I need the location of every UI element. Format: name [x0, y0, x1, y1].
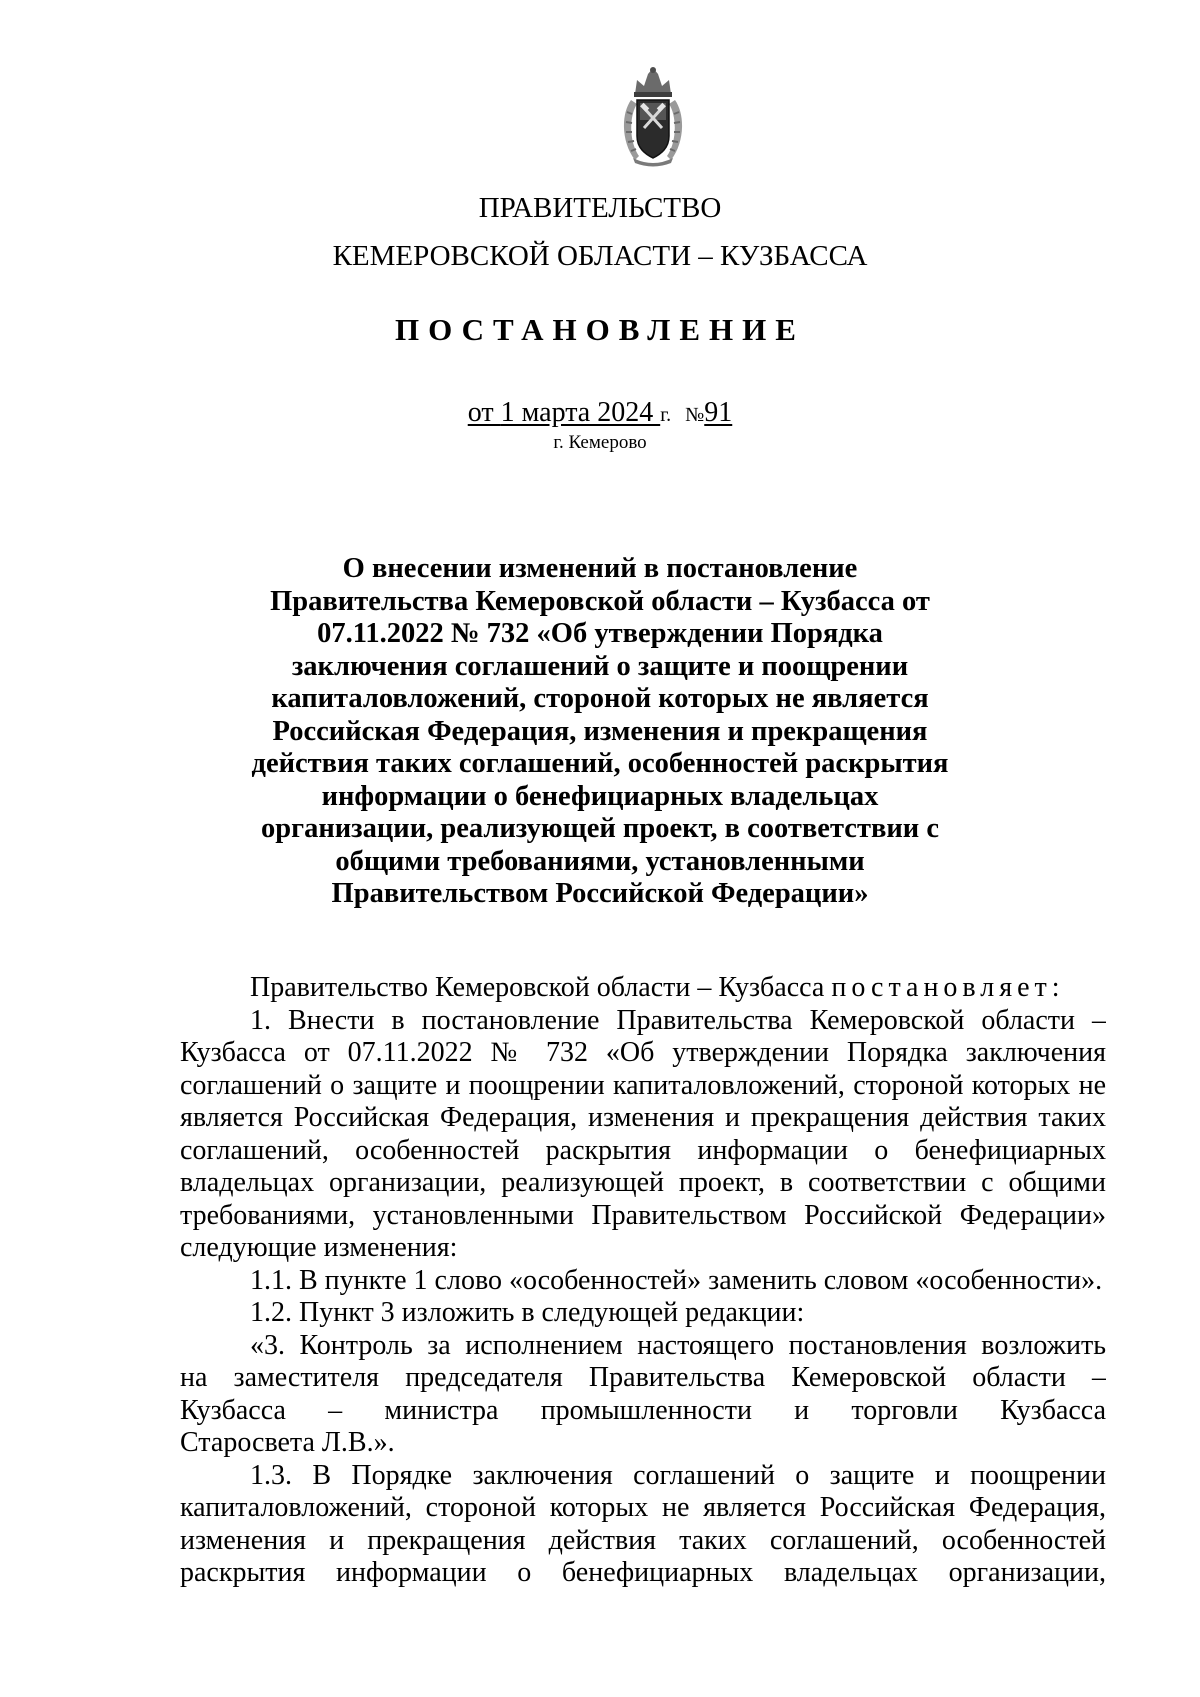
paragraph-3-quote-line: «3. Контроль за исполнением настоящего постановления возложить — [250, 1329, 1106, 1361]
document-number: 91 — [704, 397, 733, 428]
paragraph-1-line: 1. Внести в постановление Правительства Кемеровской области – — [250, 1004, 1106, 1036]
title-line: Российская Федерация, изменения и прекращения — [272, 715, 928, 747]
city-name: г. Кемерово — [553, 432, 647, 453]
paragraph-1-line: является Российская Федерация, изменения и прекращения действия таких — [180, 1102, 1106, 1133]
title-line: действия таких соглашений, особенностей раскрытия — [251, 748, 949, 779]
title-line: информации о бенефициарных владельцах — [321, 780, 879, 812]
paragraph-1-line: соглашений о защите и поощрении капиталовложений, стороной которых не — [180, 1069, 1106, 1101]
government-name-line1: ПРАВИТЕЛЬСТВО — [478, 192, 722, 224]
intro-colon: : — [1051, 972, 1060, 1003]
subparagraph-1-3-line: 1.3. В Порядке заключения соглашений о защите и поощрении — [250, 1459, 1106, 1491]
title-line: капиталовложений, стороной которых не является — [271, 683, 929, 714]
title-line: Правительства Кемеровской области – Кузбасса от — [270, 585, 930, 617]
intro-text: Правительство Кемеровской области – Кузбасса — [250, 972, 832, 1003]
document-date: 1 марта 2024 — [500, 397, 661, 428]
title-line: 07.11.2022 № 732 «Об утверждении Порядка — [317, 618, 883, 649]
paragraph-1-line: владельцах организации, реализующей проект, в соответствии с общими — [180, 1167, 1106, 1198]
subparagraph-1-3-line: изменения и прекращения действия таких соглашений, особенностей — [180, 1524, 1106, 1556]
paragraph-3-quote-line: на заместителя председателя Правительства Кемеровской области – — [180, 1362, 1106, 1393]
title-line: заключения соглашений о защите и поощрении — [291, 650, 909, 682]
subparagraph-1-3-line: капиталовложений, стороной которых не является Российская Федерация, — [180, 1492, 1106, 1523]
paragraph-3-quote-line: Кузбасса – министра промышленности и торговли Кузбасса — [180, 1394, 1106, 1426]
paragraph-3-quote-last-line: Старосвета Л.В.». — [180, 1427, 395, 1458]
date-number-line — [0, 398, 1200, 430]
paragraph-1-last-line: следующие изменения: — [180, 1232, 458, 1263]
title-line: организации, реализующей проект, в соответствии с — [261, 813, 939, 844]
paragraph-1-line: требованиями, установленными Правительством Российской Федерации» — [180, 1199, 1106, 1231]
document-title — [200, 553, 1000, 911]
document-type-heading: ПОСТАНОВЛЕНИЕ — [395, 312, 805, 347]
document-body — [180, 972, 1106, 1590]
year-suffix: г. — [660, 404, 672, 426]
date-prefix: от — [467, 397, 501, 428]
title-line: Правительством Российской Федерации» — [331, 878, 869, 909]
intro-resolves-spaced: постановляет — [831, 972, 1052, 1003]
intro-paragraph — [180, 972, 1106, 1005]
paragraph-1-line: соглашений, особенностей раскрытия информации о бенефициарных — [180, 1134, 1106, 1166]
coat-of-arms-icon — [617, 64, 689, 168]
paragraph-1-line: Кузбасса от 07.11.2022 № 732 «Об утверждении Порядка заключения — [180, 1037, 1106, 1068]
government-name-line2: КЕМЕРОВСКОЙ ОБЛАСТИ – КУЗБАССА — [332, 240, 868, 272]
title-line: общими требованиями, установленными — [335, 845, 865, 877]
subparagraph-1-2: 1.2. Пункт 3 изложить в следующей редакции: — [250, 1297, 805, 1328]
subparagraph-1-1: 1.1. В пункте 1 слово «особенностей» заменить словом «особенности». — [250, 1264, 1103, 1296]
subparagraph-1-3-line: раскрытия информации о бенефициарных владельцах организации, — [180, 1557, 1106, 1588]
number-sign: № — [685, 404, 705, 426]
title-line: О внесении изменений в постановление — [342, 553, 858, 584]
